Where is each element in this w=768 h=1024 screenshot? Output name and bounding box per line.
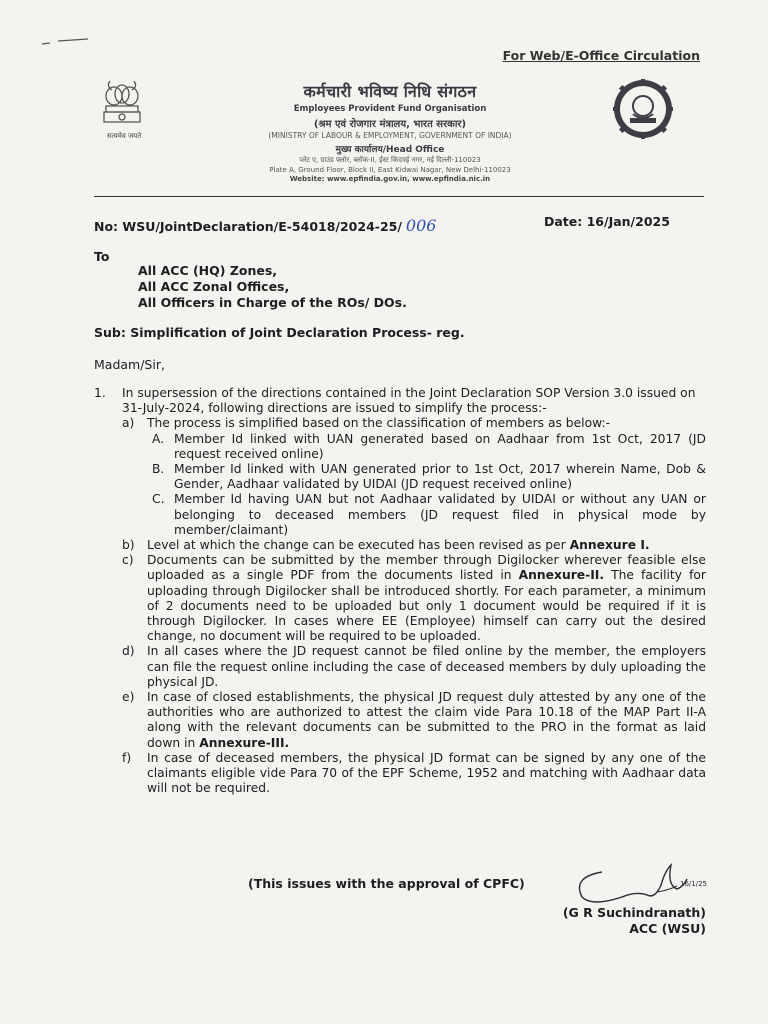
reference-number-text: No: WSU/JointDeclaration/E-54018/2024-25/ [94,219,402,234]
addressee-item: All ACC (HQ) Zones, [138,263,278,278]
item-e-text: In case of closed establishments, the physical JD request duly attested by any one of the authorities who are authorized to attest the claim vide Para 10.18 of the MAP Part II-A along with the relevant documents can be submitted to the PRO in the format as laid down in [147,690,706,750]
reference-number [94,216,436,235]
item-label: d) [122,644,135,659]
pen-mark-icon [40,36,100,48]
header-divider [94,196,704,197]
signer-designation: ACC (WSU) [629,921,706,936]
ministry-hindi: (श्रम एवं रोजगार मंत्रालय, भारत सरकार) [313,119,467,130]
item-b-text: Level at which the change can be executed has been revised as per [147,538,566,553]
letterhead [190,80,590,183]
item-label: b) [122,538,135,553]
annexure-3-ref: Annexure-III. [199,735,290,750]
addressee-item: All Officers in Charge of the ROs/ DOs. [138,295,407,310]
epfo-logo-icon [612,78,674,140]
signature-icon [562,852,722,912]
class-B [122,462,706,492]
item-d [122,644,706,690]
class-C [122,492,706,538]
address-hindi: प्लेट ए, ग्राउंड फ्लोर, ब्लॉक-II, ईस्ट किदवई नगर, नई दिल्ली-110023 [299,156,481,164]
class-A-text: Member Id linked with UAN generated based on Aadhaar from 1st Oct, 2017 (JD request received online) [174,431,706,461]
item-b [122,538,706,553]
class-label: C. [152,492,165,507]
paragraph-1-text: In supersession of the directions contained in the Joint Declaration SOP Version 3.0 issued on 31-July-2024, following directions are issued to simplify the process:- [122,386,696,416]
item-c-text-2: The facility for uploading through Digilocker shall be introduced shortly. For each parameter, a minimum of 2 documents need to be uploaded but only 1 document would be required if it is through Digilocker. In cases where EE (Employee) himself can carry out the desired change, no document will be required to be uploaded. [147,568,706,644]
addressee-list [138,263,407,311]
item-d-text: In all cases where the JD request cannot be filed online by the member, the employers can file the request online including the case of deceased members by duly uploading the physical JD. [147,644,706,689]
item-f-text: In case of deceased members, the physical JD format can be signed by any one of the claimants eligible vide Para 70 of the EPF Scheme, 1952 and matching with Aadhaar data will not be required. [147,750,706,796]
signer-block [546,905,706,937]
head-office-label: मुख्य कार्यालय/Head Office [335,145,445,155]
salutation: Madam/Sir, [94,357,165,372]
item-c-text-1: Documents can be submitted by the member through Digilocker wherever feasible else uploaded as a single PDF from the documents listed in [147,553,706,583]
org-name-hindi: कर्मचारी भविष्य निधि संगठन [303,82,477,101]
annexure-1-ref: Annexure I. [569,538,650,553]
reference-handwritten-suffix: 006 [405,216,437,235]
class-label: A. [152,431,165,446]
letter-date: Date: 16/Jan/2025 [544,214,670,229]
class-B-text: Member Id linked with UAN generated prior to 1st Oct, 2017 wherein Name, Dob & Gender, Aadhaar validated by UIDAI (JD request received online) [174,462,706,492]
item-a-text: The process is simplified based on the classification of members as below:- [147,416,611,431]
paragraph-1 [94,386,706,796]
item-label: c) [122,553,134,568]
addressee-item: All ACC Zonal Offices, [138,279,290,294]
paragraph-number: 1. [94,386,106,400]
address-english: Plate A, Ground Floor, Block II, East Kidwai Nagar, New Delhi-110023 [269,166,511,174]
item-label: f) [122,750,132,765]
website-line: Website: www.epfindia.gov.in, www.epfindia.nic.in [289,175,491,183]
item-label: a) [122,416,135,431]
item-label: e) [122,690,135,705]
to-label: To [94,249,110,264]
class-C-text: Member Id having UAN but not Aadhaar validated by UIDAI or without any UAN or belonging to deceased members (JD request filed in physical mode by member/claimant) [174,492,706,537]
org-name-english: Employees Provident Fund Organisation [293,104,487,114]
subject-line: Sub: Simplification of Joint Declaration Process- reg. [94,325,465,340]
signer-name: (G R Suchindranath) [562,905,706,920]
circulation-label: For Web/E-Office Circulation [502,48,700,63]
item-a [122,416,706,431]
item-f [122,751,706,797]
item-e [122,690,706,751]
signature-date: 16/1/25 [680,880,707,888]
class-A [122,432,706,462]
approval-note: (This issues with the approval of CPFC) [248,876,525,891]
ministry-english: (MINISTRY OF LABOUR & EMPLOYMENT, GOVERNMENT OF INDIA) [268,131,512,140]
item-c [122,553,706,644]
class-label: B. [152,462,165,477]
letter-body [94,386,706,796]
emblem-caption: सत्यमेव जयते [106,132,142,140]
annexure-2-ref: Annexure-II. [518,568,605,583]
